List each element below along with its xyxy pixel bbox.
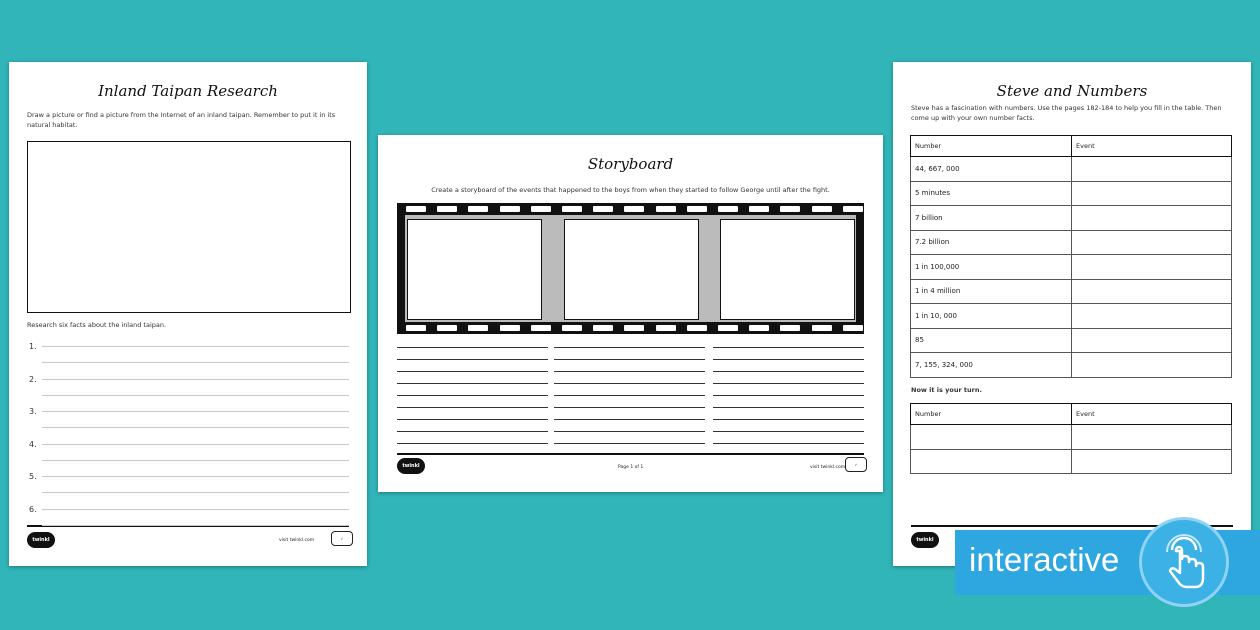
writing-line[interactable] <box>554 347 705 348</box>
writing-line[interactable] <box>713 359 864 360</box>
own-event-cell[interactable] <box>1072 425 1232 450</box>
sprocket-hole <box>593 325 613 331</box>
number-cell: 1 in 4 million <box>911 279 1072 304</box>
interactive-label: interactive <box>969 541 1120 578</box>
event-cell[interactable] <box>1072 255 1232 280</box>
writing-line[interactable] <box>42 395 349 396</box>
writing-line[interactable] <box>397 371 548 372</box>
table-row <box>911 255 1232 280</box>
fact-number: 5. <box>29 472 37 481</box>
sprocket-hole <box>562 325 582 331</box>
writing-line[interactable] <box>397 359 548 360</box>
writing-line[interactable] <box>42 509 349 510</box>
facts-prompt: Research six facts about the inland taipan. <box>27 321 167 329</box>
sprocket-hole <box>500 325 520 331</box>
turn-prompt: Now it is your turn. <box>911 386 982 394</box>
sprocket-hole <box>749 206 769 212</box>
writing-line[interactable] <box>397 407 548 408</box>
own-facts-table <box>910 403 1232 474</box>
table-row <box>911 206 1232 231</box>
number-cell: 7 billion <box>911 206 1072 231</box>
worksheet-title: Steve and Numbers <box>996 82 1148 100</box>
film-strip <box>397 203 864 334</box>
writing-line[interactable] <box>397 395 548 396</box>
sprocket-hole <box>843 206 863 212</box>
own-number-cell[interactable] <box>911 449 1072 474</box>
footer-divider <box>397 453 864 455</box>
number-cell: 1 in 100,000 <box>911 255 1072 280</box>
writing-line[interactable] <box>42 346 349 347</box>
worksheet-instruction: Draw a picture or find a picture from the Internet of an inland taipan. Remember to put it in its natural habitat. <box>27 111 336 130</box>
writing-line[interactable] <box>713 371 864 372</box>
writing-line[interactable] <box>42 362 349 363</box>
table-row <box>911 230 1232 255</box>
sprocket-hole <box>406 325 426 331</box>
storyboard-frame-1[interactable] <box>407 219 542 320</box>
sprocket-hole <box>437 325 457 331</box>
sprocket-hole <box>749 325 769 331</box>
sprocket-hole <box>531 325 551 331</box>
twinkl-logo: twinkl <box>911 532 939 548</box>
sprocket-hole <box>531 206 551 212</box>
sprocket-hole <box>718 325 738 331</box>
writing-line[interactable] <box>554 383 705 384</box>
fact-number: 6. <box>29 504 37 514</box>
sprocket-hole <box>780 206 800 212</box>
footer-url: visit twinkl.com <box>279 538 315 543</box>
sprocket-hole <box>593 206 613 212</box>
own-number-cell[interactable] <box>911 425 1072 450</box>
writing-line[interactable] <box>397 383 548 384</box>
worksheet-title: Inland Taipan Research <box>98 82 278 100</box>
number-header: Number <box>911 136 1072 157</box>
writing-line[interactable] <box>42 444 349 445</box>
writing-line[interactable] <box>554 407 705 408</box>
sprocket-hole <box>687 206 707 212</box>
writing-line[interactable] <box>397 419 548 420</box>
badge-icon: ✓ <box>331 531 353 546</box>
table-row <box>911 328 1232 353</box>
sprocket-hole <box>687 325 707 331</box>
number-facts-table <box>910 135 1232 378</box>
own-event-cell[interactable] <box>1072 449 1232 474</box>
writing-line[interactable] <box>713 347 864 348</box>
writing-line[interactable] <box>42 411 349 412</box>
writing-line[interactable] <box>397 443 548 444</box>
writing-line[interactable] <box>554 419 705 420</box>
fact-number: 2. <box>29 374 37 384</box>
number-cell: 5 minutes <box>911 181 1072 206</box>
event-header: Event <box>1072 136 1232 157</box>
sprocket-hole <box>718 206 738 212</box>
number-header: Number <box>911 404 1072 425</box>
table-row <box>911 304 1232 329</box>
touch-hand-icon[interactable] <box>1139 517 1229 607</box>
writing-line[interactable] <box>713 419 864 420</box>
storyboard-frame-3[interactable] <box>720 219 855 320</box>
sprocket-hole <box>812 325 832 331</box>
fact-number: 4. <box>29 439 37 449</box>
writing-line[interactable] <box>713 395 864 396</box>
storyboard-worksheet <box>378 135 883 492</box>
event-cell[interactable] <box>1072 230 1232 255</box>
footer-url: visit twinkl.com <box>810 465 846 470</box>
number-cell: 7, 155, 324, 000 <box>911 353 1072 378</box>
sprocket-hole <box>843 325 863 331</box>
sprocket-hole <box>812 206 832 212</box>
event-cell[interactable] <box>1072 279 1232 304</box>
event-cell[interactable] <box>1072 304 1232 329</box>
twinkl-logo: twinkl <box>397 458 425 474</box>
writing-line[interactable] <box>554 359 705 360</box>
steve-numbers-worksheet <box>893 62 1251 566</box>
writing-line[interactable] <box>554 371 705 372</box>
sprocket-hole <box>656 206 676 212</box>
event-header: Event <box>1072 404 1232 425</box>
table-row <box>911 181 1232 206</box>
sprocket-hole <box>406 206 426 212</box>
event-cell[interactable] <box>1072 353 1232 378</box>
writing-line[interactable] <box>42 476 349 477</box>
worksheet-title: Storyboard <box>587 155 674 173</box>
sprocket-hole <box>780 325 800 331</box>
fact-number: 3. <box>29 407 37 416</box>
drawing-box[interactable] <box>27 141 351 313</box>
table-row <box>911 279 1232 304</box>
writing-line[interactable] <box>397 431 548 432</box>
number-cell: 85 <box>911 328 1072 353</box>
writing-line[interactable] <box>42 525 349 526</box>
writing-line[interactable] <box>713 443 864 444</box>
writing-line[interactable] <box>713 407 864 408</box>
number-cell: 1 in 10, 000 <box>911 304 1072 329</box>
writing-line[interactable] <box>42 460 349 461</box>
event-cell[interactable] <box>1072 181 1232 206</box>
number-cell: 44, 667, 000 <box>911 157 1072 182</box>
writing-line[interactable] <box>554 431 705 432</box>
table-row <box>911 353 1232 378</box>
sprocket-hole <box>468 325 488 331</box>
sprocket-hole <box>437 206 457 212</box>
number-cell: 7.2 billion <box>911 230 1072 255</box>
sprocket-hole <box>468 206 488 212</box>
event-cell[interactable] <box>1072 328 1232 353</box>
sprocket-hole <box>656 325 676 331</box>
writing-line[interactable] <box>713 383 864 384</box>
sprocket-hole <box>562 206 582 212</box>
writing-line[interactable] <box>42 379 349 380</box>
writing-line[interactable] <box>554 443 705 444</box>
sprocket-hole <box>500 206 520 212</box>
page-label: Page 1 of 1 <box>618 465 644 470</box>
writing-line[interactable] <box>554 395 705 396</box>
writing-line[interactable] <box>397 347 548 348</box>
fact-number: 1. <box>29 342 37 351</box>
worksheet-instruction: Steve has a fascination with numbers. Use the pages 182-184 to help you fill in the table. Then come up with your own number facts. <box>911 104 1222 123</box>
event-cell[interactable] <box>1072 206 1232 231</box>
event-cell[interactable] <box>1072 157 1232 182</box>
writing-line[interactable] <box>713 431 864 432</box>
twinkl-logo: twinkl <box>27 532 55 548</box>
worksheet-instruction: Create a storyboard of the events that happened to the boys from when they started to follow George until after the fight. <box>431 186 830 194</box>
badge-icon: ✓ <box>845 457 867 472</box>
storyboard-frame-2[interactable] <box>564 219 699 320</box>
sprocket-hole <box>624 206 644 212</box>
writing-line[interactable] <box>42 427 349 428</box>
table-row <box>911 157 1232 182</box>
writing-line[interactable] <box>42 492 349 493</box>
inland-taipan-worksheet <box>9 62 367 566</box>
sprocket-hole <box>624 325 644 331</box>
